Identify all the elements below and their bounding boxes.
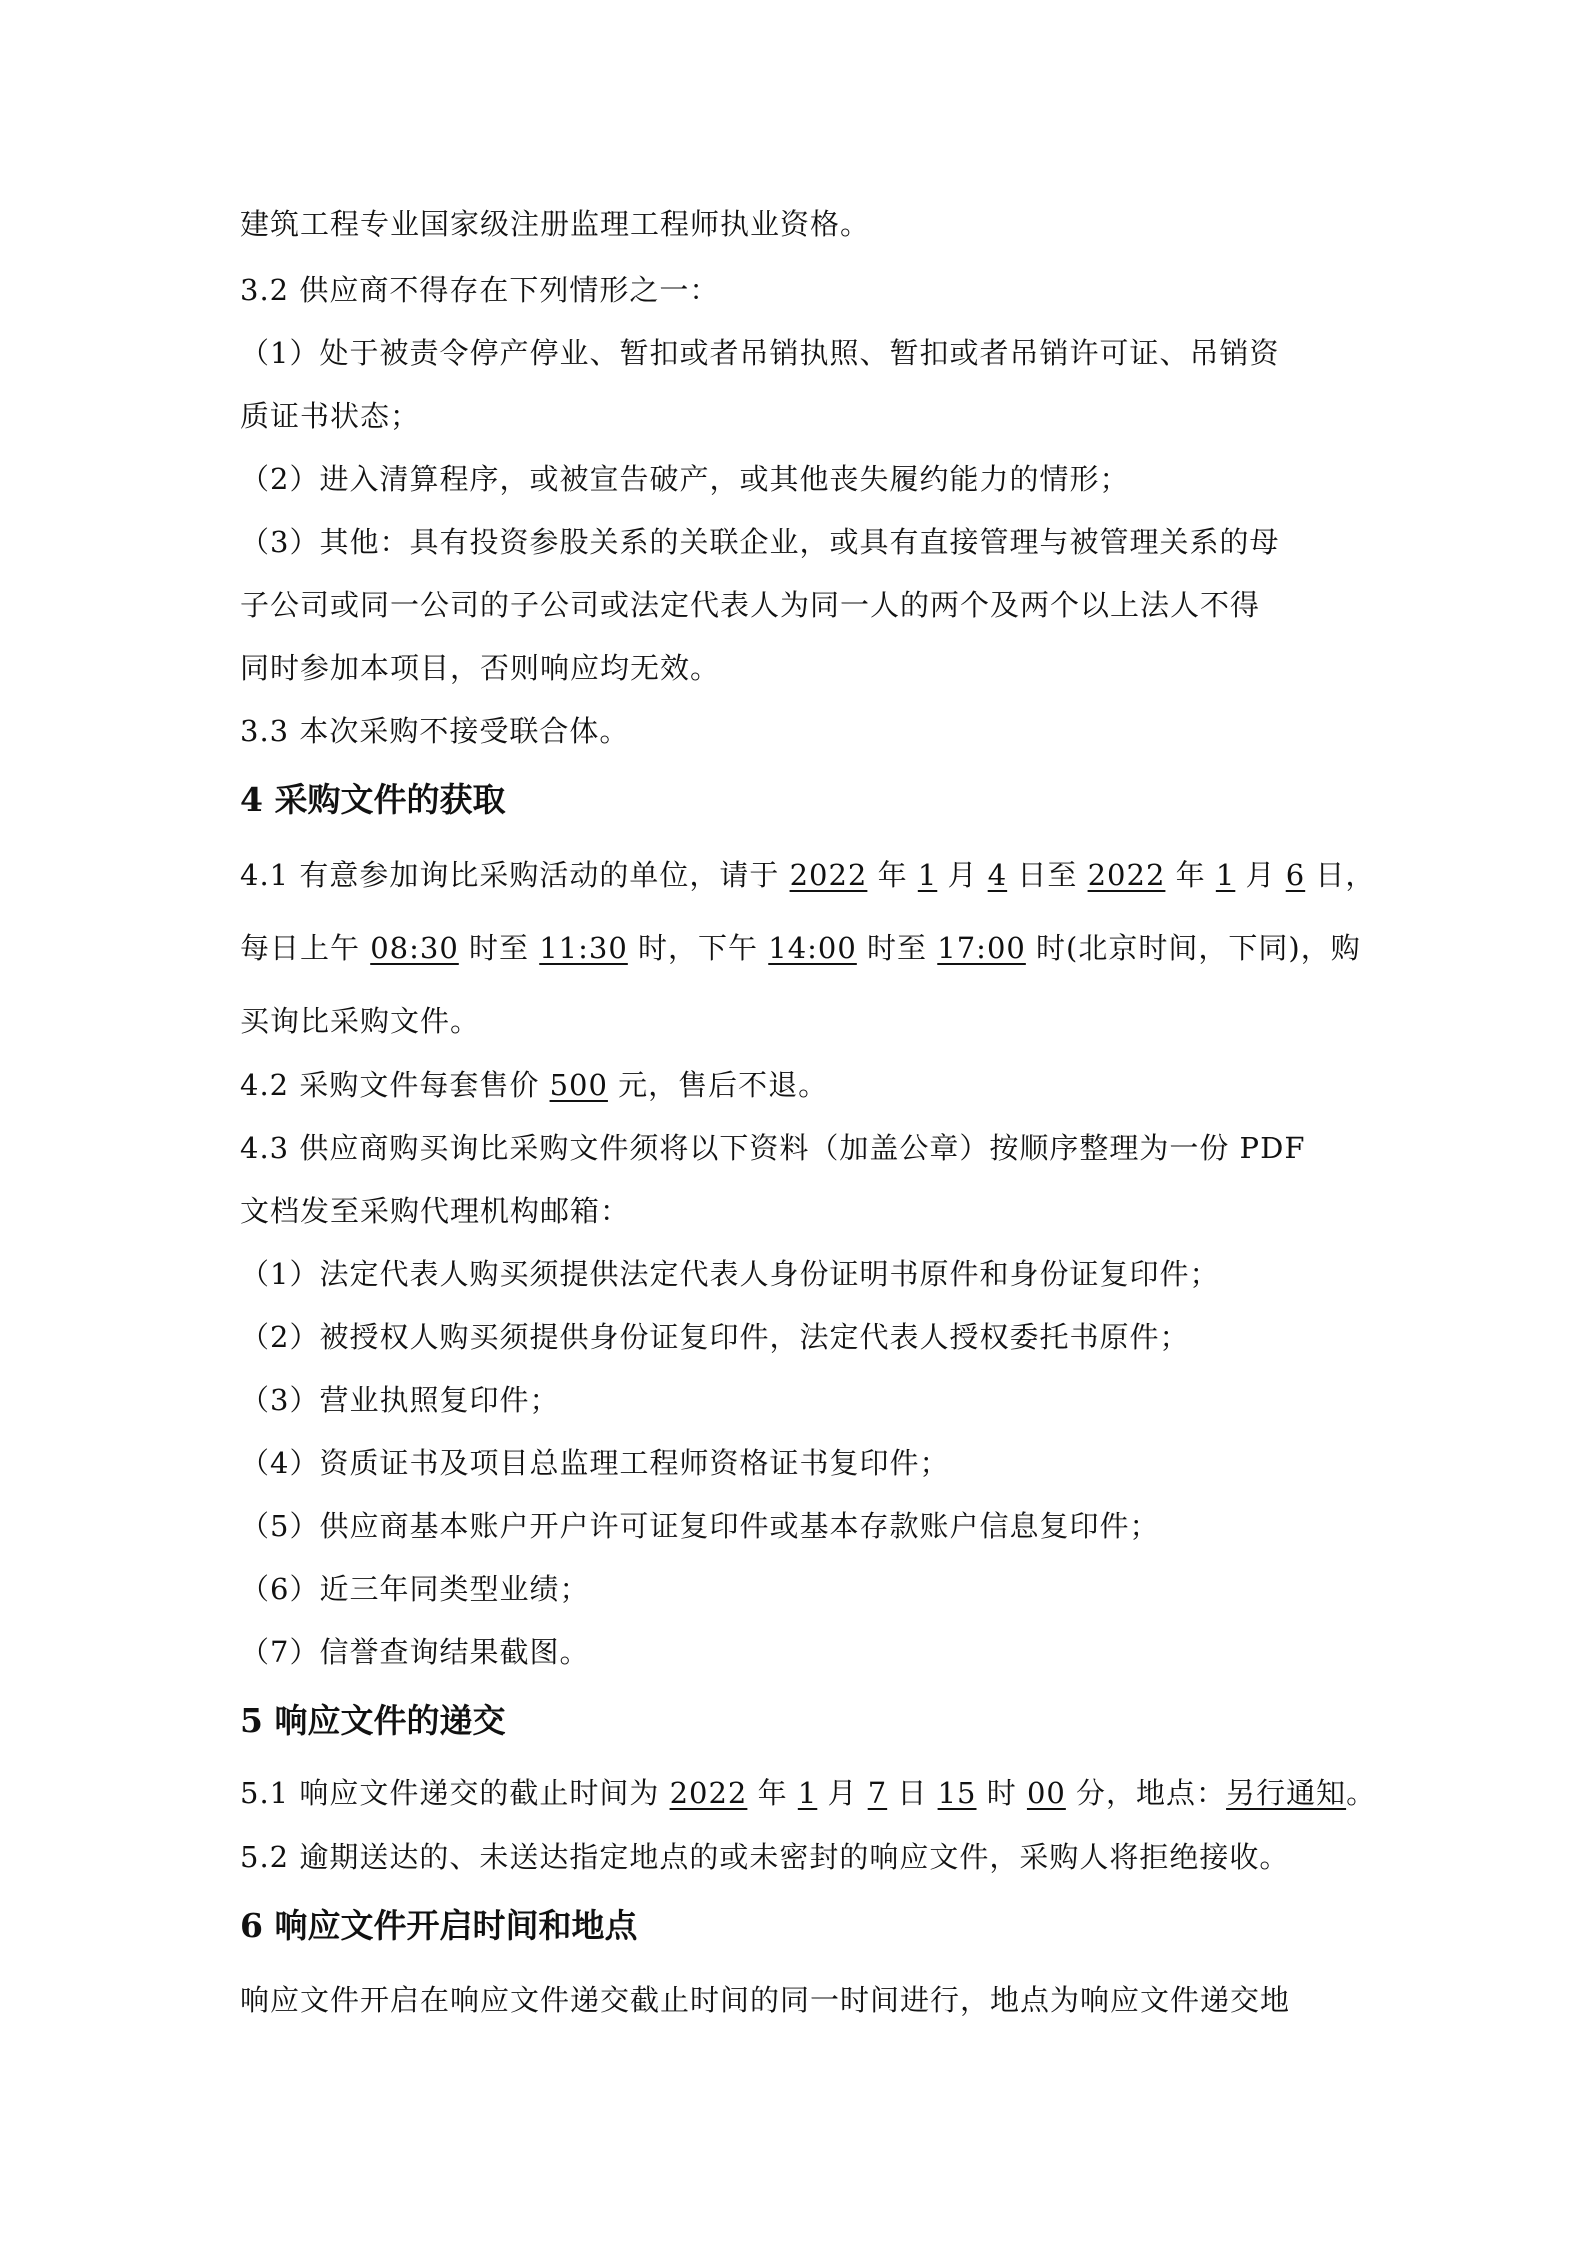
clause-3-3: 3.3 本次采购不接受联合体。 [240, 714, 630, 748]
clause-3-2-item-1-cont: 质证书状态； [240, 399, 421, 433]
clause-4-3-line1: 4.3 供应商购买询比采购文件须将以下资料（加盖公章）按顺序整理为一份 PDF [240, 1131, 1306, 1165]
list-item: （1）法定代表人购买须提供法定代表人身份证明书原件和身份证复印件； [240, 1257, 1220, 1291]
start-day: 4 [987, 858, 1008, 892]
section-5-heading: 5 响应文件的递交 [240, 1701, 506, 1740]
clause-4-2: 4.2 采购文件每套售价 500 元，售后不退。 [240, 1068, 829, 1102]
section-6-heading: 6 响应文件开启时间和地点 [240, 1906, 638, 1945]
am-start-time: 08:30 [370, 931, 459, 965]
start-year: 2022 [789, 858, 868, 892]
list-item: （4）资质证书及项目总监理工程师资格证书复印件； [240, 1446, 950, 1480]
am-end-time: 11:30 [539, 931, 628, 965]
clause-3-2-item-3-cont1: 子公司或同一公司的子公司或法定代表人为同一人的两个及两个以上法人不得 [240, 588, 1261, 622]
clause-4-3-line2: 文档发至采购代理机构邮箱： [240, 1194, 631, 1228]
deadline-year: 2022 [669, 1776, 748, 1810]
clause-3-2-item-1: （1）处于被责令停产停业、暂扣或者吊销执照、暂扣或者吊销许可证、吊销资 [240, 336, 1280, 370]
list-item: （7）信誉查询结果截图。 [240, 1635, 590, 1669]
list-item: （6）近三年同类型业绩； [240, 1572, 590, 1606]
deadline-hour: 15 [937, 1776, 977, 1810]
pm-end-time: 17:00 [937, 931, 1026, 965]
clause-3-2-item-3-cont2: 同时参加本项目，否则响应均无效。 [240, 651, 721, 685]
qualification-continuation: 建筑工程专业国家级注册监理工程师执业资格。 [240, 207, 871, 241]
clause-3-2-item-3: （3）其他：具有投资参股关系的关联企业，或具有直接管理与被管理关系的母 [240, 525, 1280, 559]
list-item: （2）被授权人购买须提供身份证复印件，法定代表人授权委托书原件； [240, 1320, 1190, 1354]
deadline-place: 另行通知 [1226, 1776, 1347, 1810]
deadline-month: 1 [797, 1776, 818, 1810]
clause-4-1-line3: 买询比采购文件。 [240, 1004, 481, 1038]
end-month: 1 [1215, 858, 1236, 892]
list-item: （3）营业执照复印件； [240, 1383, 560, 1417]
section-6-paragraph: 响应文件开启在响应文件递交截止时间的同一时间进行，地点为响应文件递交地 [240, 1983, 1291, 2017]
clause-5-1: 5.1 响应文件递交的截止时间为 2022 年 1 月 7 日 15 时 00 分，地点：另行通知。 [240, 1776, 1377, 1810]
end-day: 6 [1285, 858, 1306, 892]
section-4-heading: 4 采购文件的获取 [240, 780, 506, 819]
clause-3-2-item-2: （2）进入清算程序，或被宣告破产，或其他丧失履约能力的情形； [240, 462, 1130, 496]
clause-3-2: 3.2 供应商不得存在下列情形之一： [240, 273, 720, 307]
deadline-minute: 00 [1026, 1776, 1066, 1810]
pm-start-time: 14:00 [768, 931, 857, 965]
clause-4-1-line2: 每日上午 08:30 时至 11:30 时，下午 14:00 时至 17:00 时(北京时间，下同)，购 [240, 931, 1361, 965]
end-year: 2022 [1087, 858, 1166, 892]
price-value: 500 [549, 1068, 608, 1102]
list-item: （5）供应商基本账户开户许可证复印件或基本存款账户信息复印件； [240, 1509, 1160, 1543]
deadline-day: 7 [867, 1776, 888, 1810]
start-month: 1 [917, 858, 938, 892]
clause-4-1-line1: 4.1 有意参加询比采购活动的单位，请于 2022 年 1 月 4 日至 2022 年 1 月 6 日， [240, 858, 1376, 892]
clause-5-2: 5.2 逾期送达的、未送达指定地点的或未密封的响应文件，采购人将拒绝接收。 [240, 1840, 1290, 1874]
